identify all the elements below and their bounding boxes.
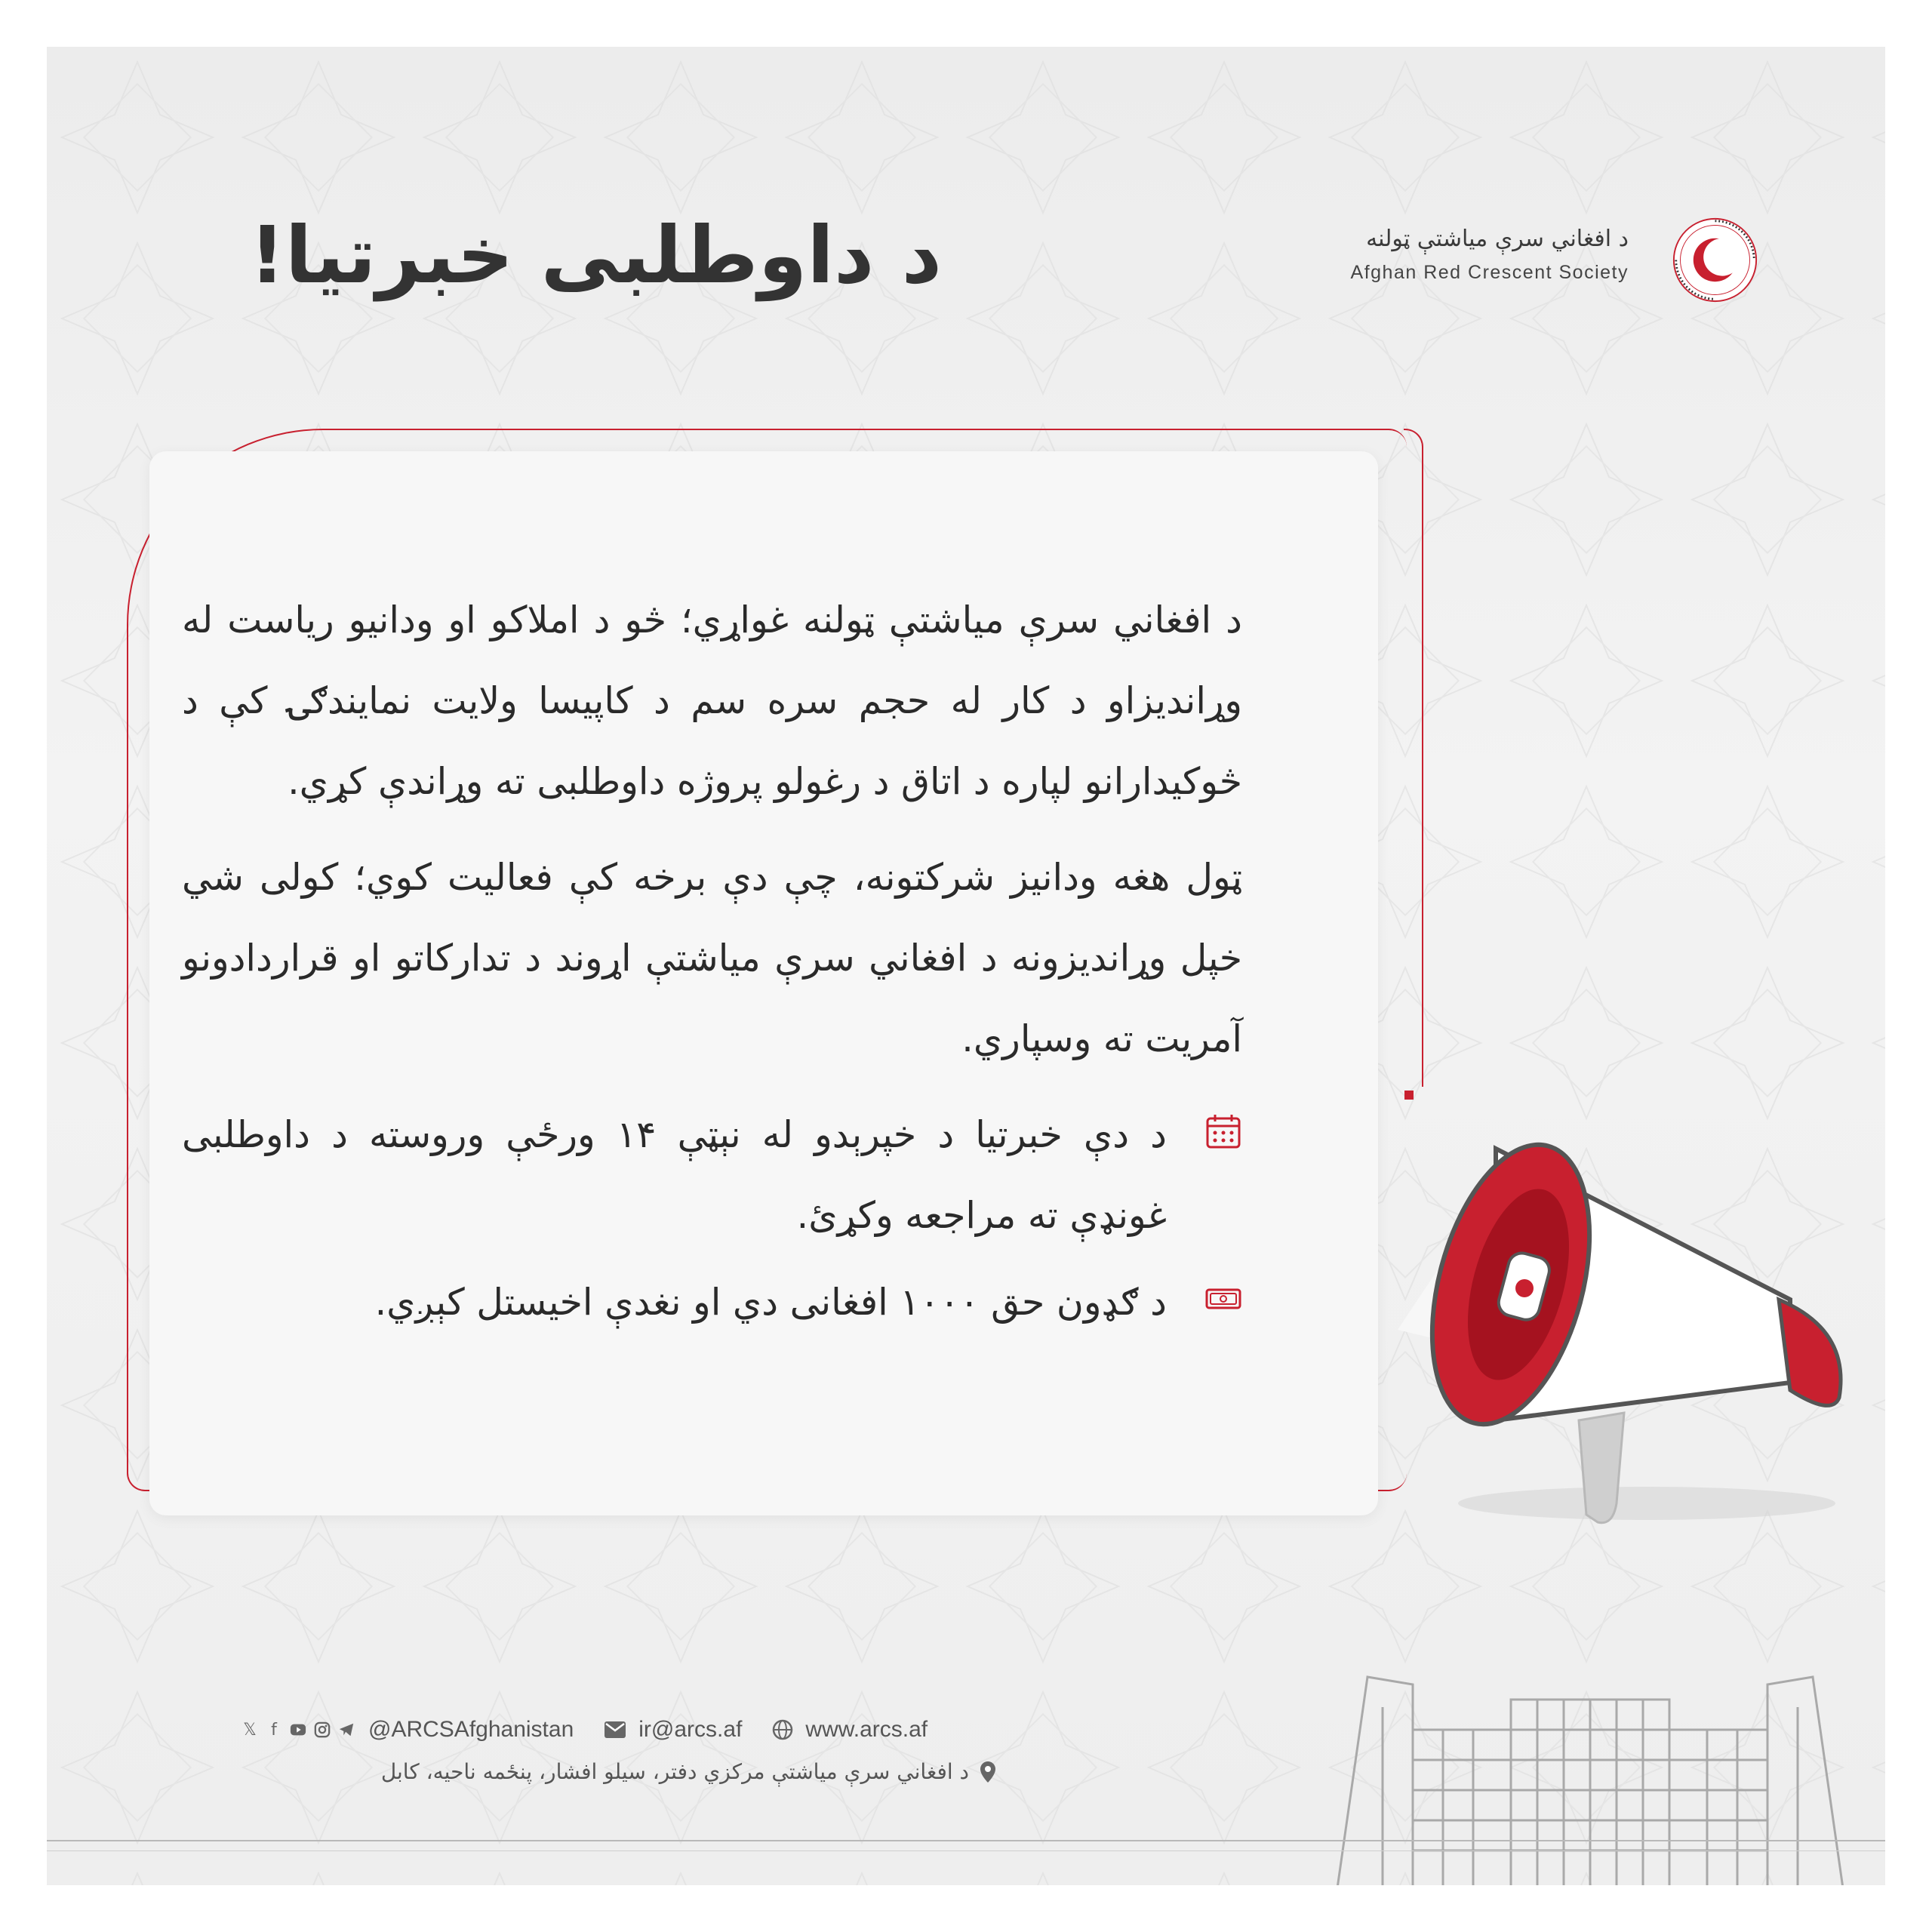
page-title: د داوطلبی خبرتیا! (249, 209, 942, 301)
instagram-icon[interactable] (314, 1721, 331, 1738)
money-icon (1204, 1280, 1242, 1318)
footer-contact (242, 1711, 1087, 1784)
bullet-fee (182, 1262, 1242, 1343)
bullet-fee-text: د ګډون حق ۱۰۰۰ افغانی دي او نغدې اخیستل کېږي. (374, 1281, 1167, 1324)
bullet-meeting-text: د دې خبرتیا د خپرېدو له نېټې ۱۴ ورځې وروسته د داوطلبی غونډې ته مراجعه وکړئ. (182, 1113, 1167, 1237)
calendar-icon (1204, 1112, 1242, 1150)
facebook-icon[interactable]: f (271, 1720, 277, 1740)
x-icon[interactable]: 𝕏 (243, 1720, 257, 1740)
social-links (242, 1721, 355, 1738)
email-icon (604, 1721, 626, 1739)
poster-canvas (47, 47, 1885, 1885)
globe-icon (772, 1719, 793, 1740)
email-contact[interactable] (604, 1717, 742, 1743)
footer-rule (47, 1840, 1885, 1841)
social-handle[interactable]: @ARCSAfghanistan (368, 1717, 574, 1742)
office-address: د افغاني سرې میاشتې مرکزي دفتر، سیلو افشار، پنځمه ناحیه، کابل (380, 1759, 969, 1784)
bullet-meeting-date (182, 1094, 1242, 1256)
card-border-right (1404, 429, 1423, 1087)
email-address: ir@arcs.af (638, 1717, 743, 1742)
announcement-body (182, 580, 1242, 1349)
footer-rule-thin (47, 1850, 1885, 1851)
telegram-icon[interactable] (338, 1721, 355, 1738)
red-crescent-logo-icon (1672, 217, 1758, 303)
org-name-block (1351, 224, 1629, 288)
org-name-pashto: د افغاني سرې میاشتې ټولنه (1366, 226, 1629, 252)
location-pin-icon (980, 1761, 996, 1783)
footer-address-row (242, 1759, 996, 1784)
org-name-english: Afghan Red Crescent Society (1350, 262, 1629, 283)
website-url: www.arcs.af (805, 1717, 928, 1742)
footer-contact-row (242, 1711, 1087, 1749)
megaphone-icon (1398, 1081, 1885, 1571)
headquarters-building-illustration (1322, 1647, 1885, 1885)
paragraph-project: د افغاني سرې میاشتې ټولنه غواړي؛ څو د املاکو او ودانیو ریاست له وړاندیزاو د کار له حجم سره سم د کاپیسا ولایت نمایندګۍ کې د څوکیدارانو لپاره د اتاق د رغولو پروژه داوطلبی ته وړاندې کړي. (182, 598, 1242, 803)
announcement-card (149, 451, 1378, 1515)
paragraph-companies: ټول هغه ودانیز شرکتونه، چې دې برخه کې فعالیت کوي؛ کولی شي خپل وړاندیزونه د افغاني سرې میاشتې اړوند د تدارکاتو او قراردادونو آمریت ته وسپاري. (182, 856, 1242, 1060)
youtube-icon[interactable] (290, 1721, 306, 1738)
website-contact[interactable] (772, 1717, 928, 1743)
